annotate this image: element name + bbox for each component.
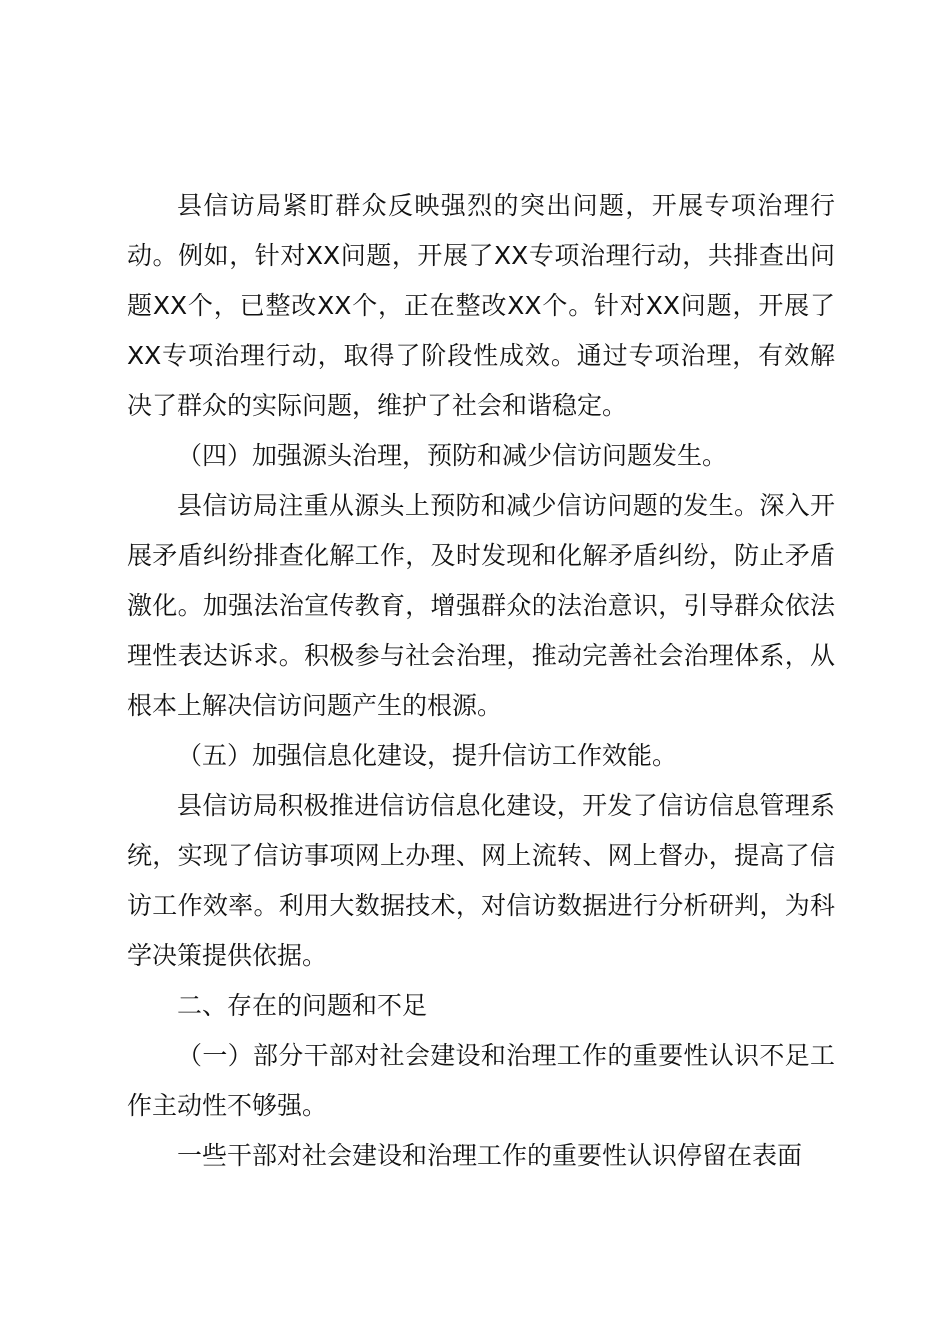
section-heading-informatization: （五）加强信息化建设，提升信访工作效能。	[177, 741, 678, 770]
body-paragraph-special-governance: 县信访局紧盯群众反映强烈的突出问题，开展专项治理行动。例如，针对XX问题，开展了XX专项治理行动，共排查出问题XX个，已整改XX个，正在整改XX个。针对XX问题，开展了XX专项治理行动，取得了阶段性成效。通过专项治理，有效解决了群众的实际问题，维护了社会和谐稳定。	[127, 191, 835, 420]
body-paragraph-source-governance: 县信访局注重从源头上预防和减少信访问题的发生。深入开展矛盾纠纷排查化解工作，及时发现和化解矛盾纠纷，防止矛盾激化。加强法治宣传教育，增强群众的法治意识，引导群众依法理性表达诉求。积极参与社会治理，推动完善社会治理体系，从根本上解决信访问题产生的根源。	[127, 491, 835, 720]
document-body	[127, 181, 835, 1181]
body-paragraph-awareness: 一些干部对社会建设和治理工作的重要性认识停留在表面	[177, 1141, 803, 1170]
body-paragraph-informatization: 县信访局积极推进信访信息化建设，开发了信访信息管理系统，实现了信访事项网上办理、网上流转、网上督办，提高了信访工作效率。利用大数据技术，对信访数据进行分析研判，为科学决策提供依据。	[127, 791, 835, 970]
chapter-heading-problems: 二、存在的问题和不足	[177, 991, 428, 1020]
section-heading-awareness: （一）部分干部对社会建设和治理工作的重要性认识不足工作主动性不够强。	[127, 1041, 835, 1120]
section-heading-source-governance: （四）加强源头治理，预防和减少信访问题发生。	[177, 441, 728, 470]
